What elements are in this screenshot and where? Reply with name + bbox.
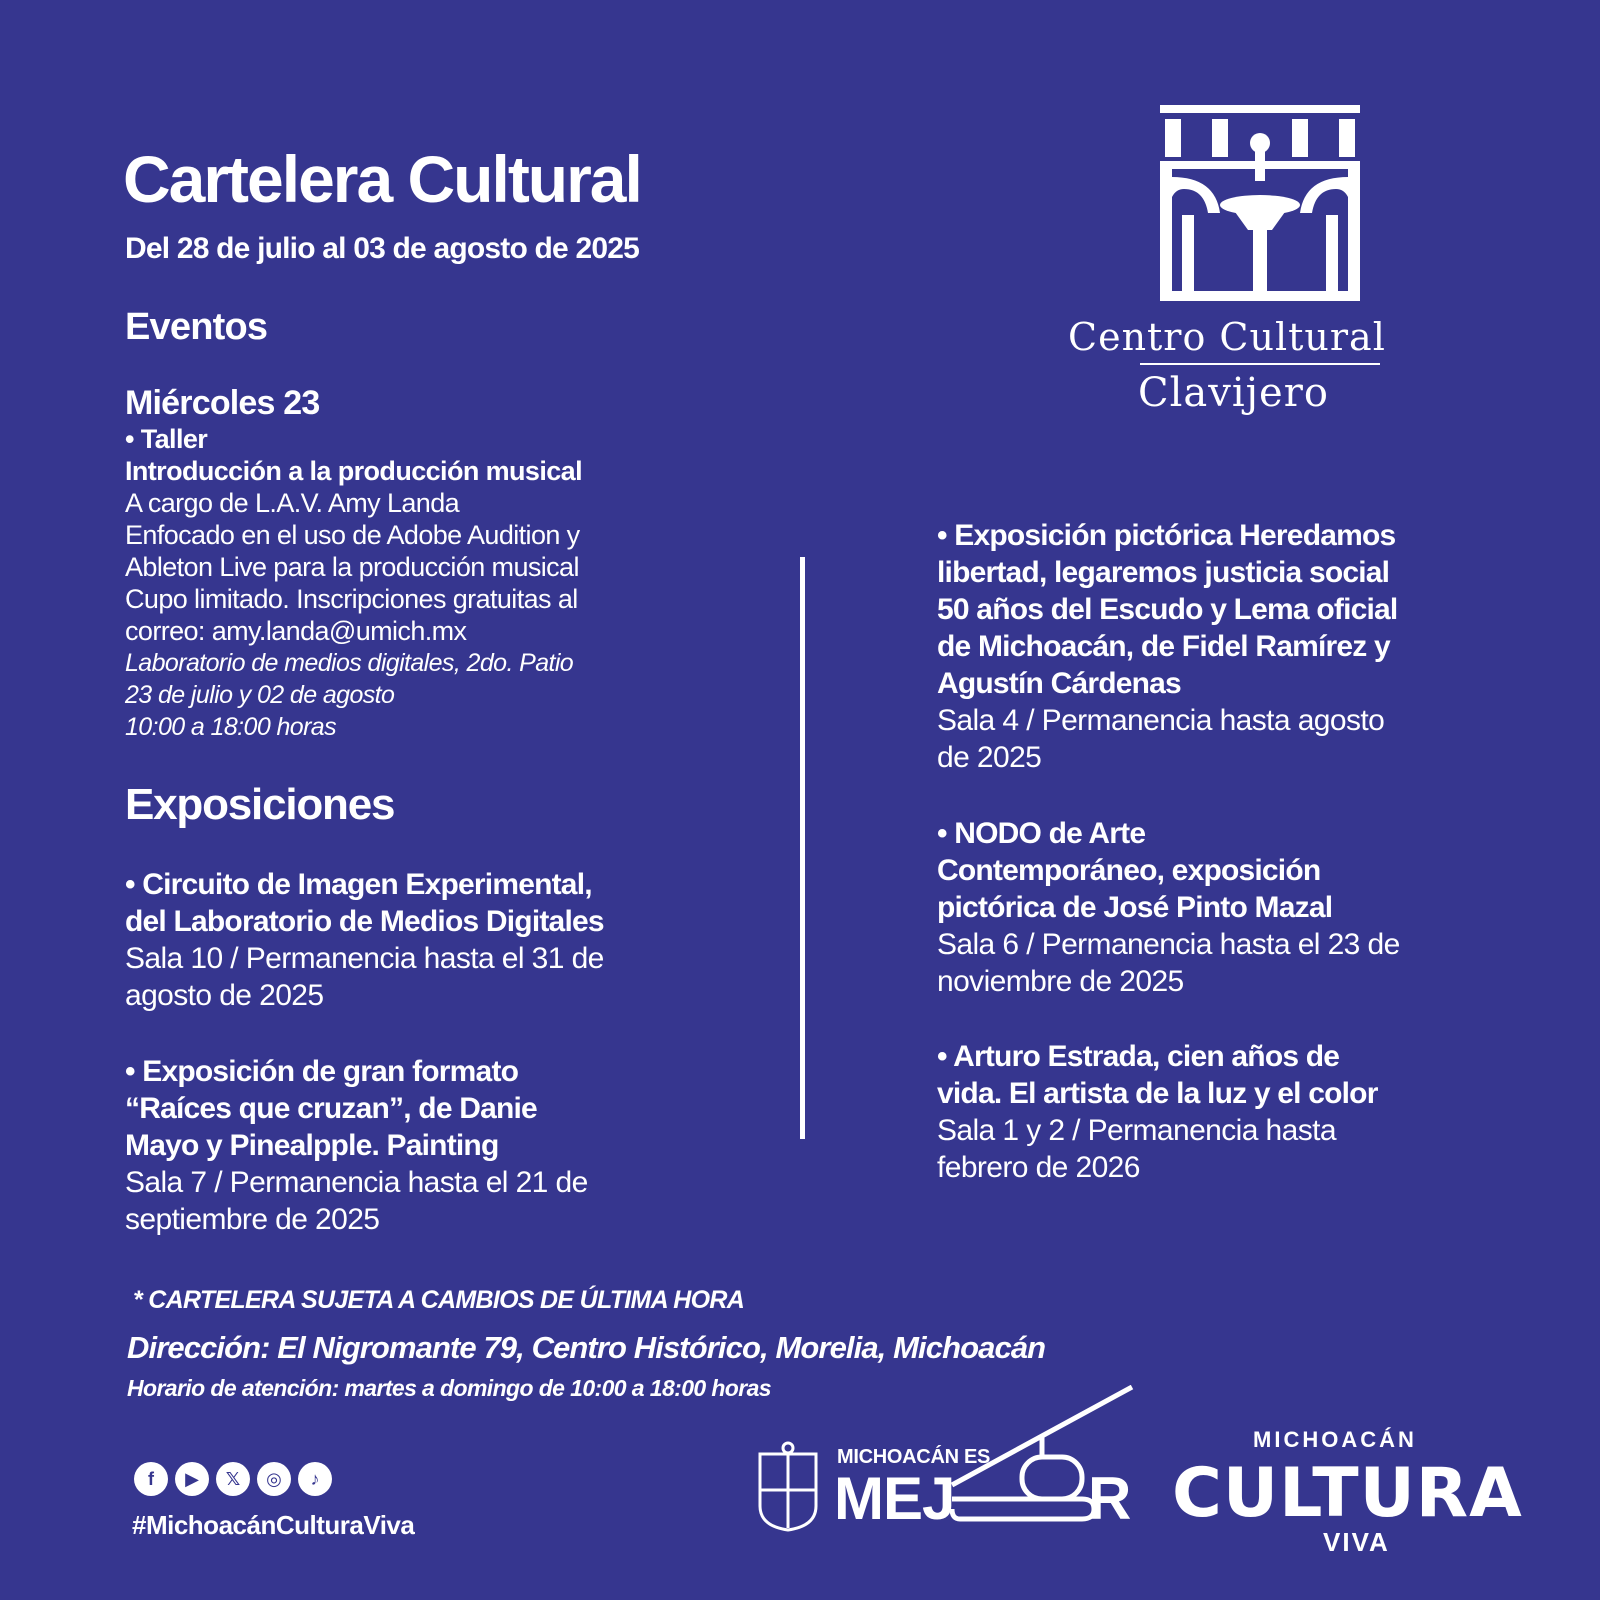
exhibition-item [937, 517, 1497, 776]
event-block [125, 383, 685, 743]
exhibition-title: del Laboratorio de Medios Digitales [125, 905, 604, 938]
event-venue: Laboratorio de medios digitales, 2do. Patio [125, 649, 574, 677]
opening-hours: Horario de atención: martes a domingo de 10:00 a 18:00 horas [127, 1375, 771, 1401]
disclaimer: * CARTELERA SUJETA A CAMBIOS DE ÚLTIMA HORA [133, 1286, 745, 1314]
exhibition-detail: agosto de 2025 [125, 979, 324, 1012]
exhibition-detail: Sala 7 / Permanencia hasta el 21 de [125, 1166, 588, 1199]
exhibition-title: • Exposición pictórica Heredamos [937, 519, 1396, 552]
exhibition-title: “Raíces que cruzan”, de Danie [125, 1092, 537, 1125]
exhibition-detail: febrero de 2026 [937, 1151, 1140, 1184]
event-type: • Taller [125, 424, 208, 454]
exhibition-item [937, 1038, 1497, 1186]
event-day: Miércoles 23 [125, 384, 320, 422]
exhibition-detail: de 2025 [937, 741, 1042, 774]
instagram-icon[interactable]: ◎ [257, 1462, 291, 1496]
logo-text-centro-cultural: Centro Cultural [1068, 315, 1386, 359]
event-email[interactable]: correo: amy.landa@umich.mx [125, 616, 467, 646]
exhibition-detail: Sala 4 / Permanencia hasta agosto [937, 704, 1385, 737]
exhibition-title: libertad, legaremos justicia social [937, 556, 1390, 589]
event-line: Ableton Live para la producción musical [125, 552, 579, 582]
date-range: Del 28 de julio al 03 de agosto de 2025 [125, 232, 640, 265]
event-dates: 23 de julio y 02 de agosto [125, 681, 395, 709]
exhibition-title: • Circuito de Imagen Experimental, [125, 868, 592, 901]
exposiciones-heading: Exposiciones [125, 780, 395, 829]
youtube-icon[interactable]: ▶ [175, 1462, 209, 1496]
exhibition-detail: Sala 6 / Permanencia hasta el 23 de [937, 928, 1400, 961]
exhibition-title: pictórica de José Pinto Mazal [937, 891, 1333, 924]
event-name: Introducción a la producción musical [125, 456, 582, 486]
mejor-logo-small-text: MICHOACÁN ES [837, 1446, 991, 1468]
mejor-logo-big-text: MEJ [834, 1465, 955, 1532]
exhibition-title: Agustín Cárdenas [937, 667, 1181, 700]
exhibition-detail: Sala 1 y 2 / Permanencia hasta [937, 1114, 1336, 1147]
exhibition-title: vida. El artista de la luz y el color [937, 1077, 1378, 1110]
exhibition-title: • Arturo Estrada, cien años de [937, 1040, 1340, 1073]
event-line: Cupo limitado. Inscripciones gratuitas al [125, 584, 578, 614]
event-time: 10:00 a 18:00 horas [125, 713, 337, 741]
exhibition-item [937, 815, 1497, 1000]
michoacan-shield-icon [756, 1440, 820, 1532]
event-line: A cargo de L.A.V. Amy Landa [125, 488, 460, 518]
exhibition-title: • NODO de Arte [937, 817, 1146, 850]
exhibition-title: de Michoacán, de Fidel Ramírez y [937, 630, 1390, 663]
cultura-logo-bottom: VIVA [1323, 1527, 1390, 1557]
exhibition-detail: Sala 10 / Permanencia hasta el 31 de [125, 942, 604, 975]
exhibition-title: Mayo y Pinealpple. Painting [125, 1129, 499, 1162]
exhibition-detail: noviembre de 2025 [937, 965, 1184, 998]
clavijero-building-icon [1160, 105, 1360, 305]
exhibition-title: Contemporáneo, exposición [937, 854, 1321, 887]
column-divider [800, 557, 805, 1139]
facebook-icon[interactable]: f [134, 1462, 168, 1496]
mejor-logo-r-text: R [1088, 1465, 1132, 1532]
exhibition-detail: septiembre de 2025 [125, 1203, 380, 1236]
logo-text-clavijero: Clavijero [1138, 370, 1329, 416]
exhibition-item [125, 1053, 685, 1238]
exhibition-item [125, 866, 685, 1014]
address: Dirección: El Nigromante 79, Centro Histórico, Morelia, Michoacán [127, 1330, 1046, 1365]
hashtag[interactable]: #MichoacánCulturaViva [132, 1510, 415, 1540]
cultura-logo-main: CULTURA [1172, 1454, 1523, 1533]
tiktok-icon[interactable]: ♪ [298, 1462, 332, 1496]
logo-divider [1140, 363, 1380, 365]
event-line: Enfocado en el uso de Adobe Audition y [125, 520, 580, 550]
x-icon[interactable]: 𝕏 [216, 1462, 250, 1496]
social-icons [134, 1462, 332, 1496]
cultura-logo-top: MICHOACÁN [1253, 1427, 1417, 1452]
exhibition-title: • Exposición de gran formato [125, 1055, 519, 1088]
eventos-heading: Eventos [125, 306, 268, 348]
page-title: Cartelera Cultural [123, 142, 641, 216]
exhibition-title: 50 años del Escudo y Lema oficial [937, 593, 1398, 626]
